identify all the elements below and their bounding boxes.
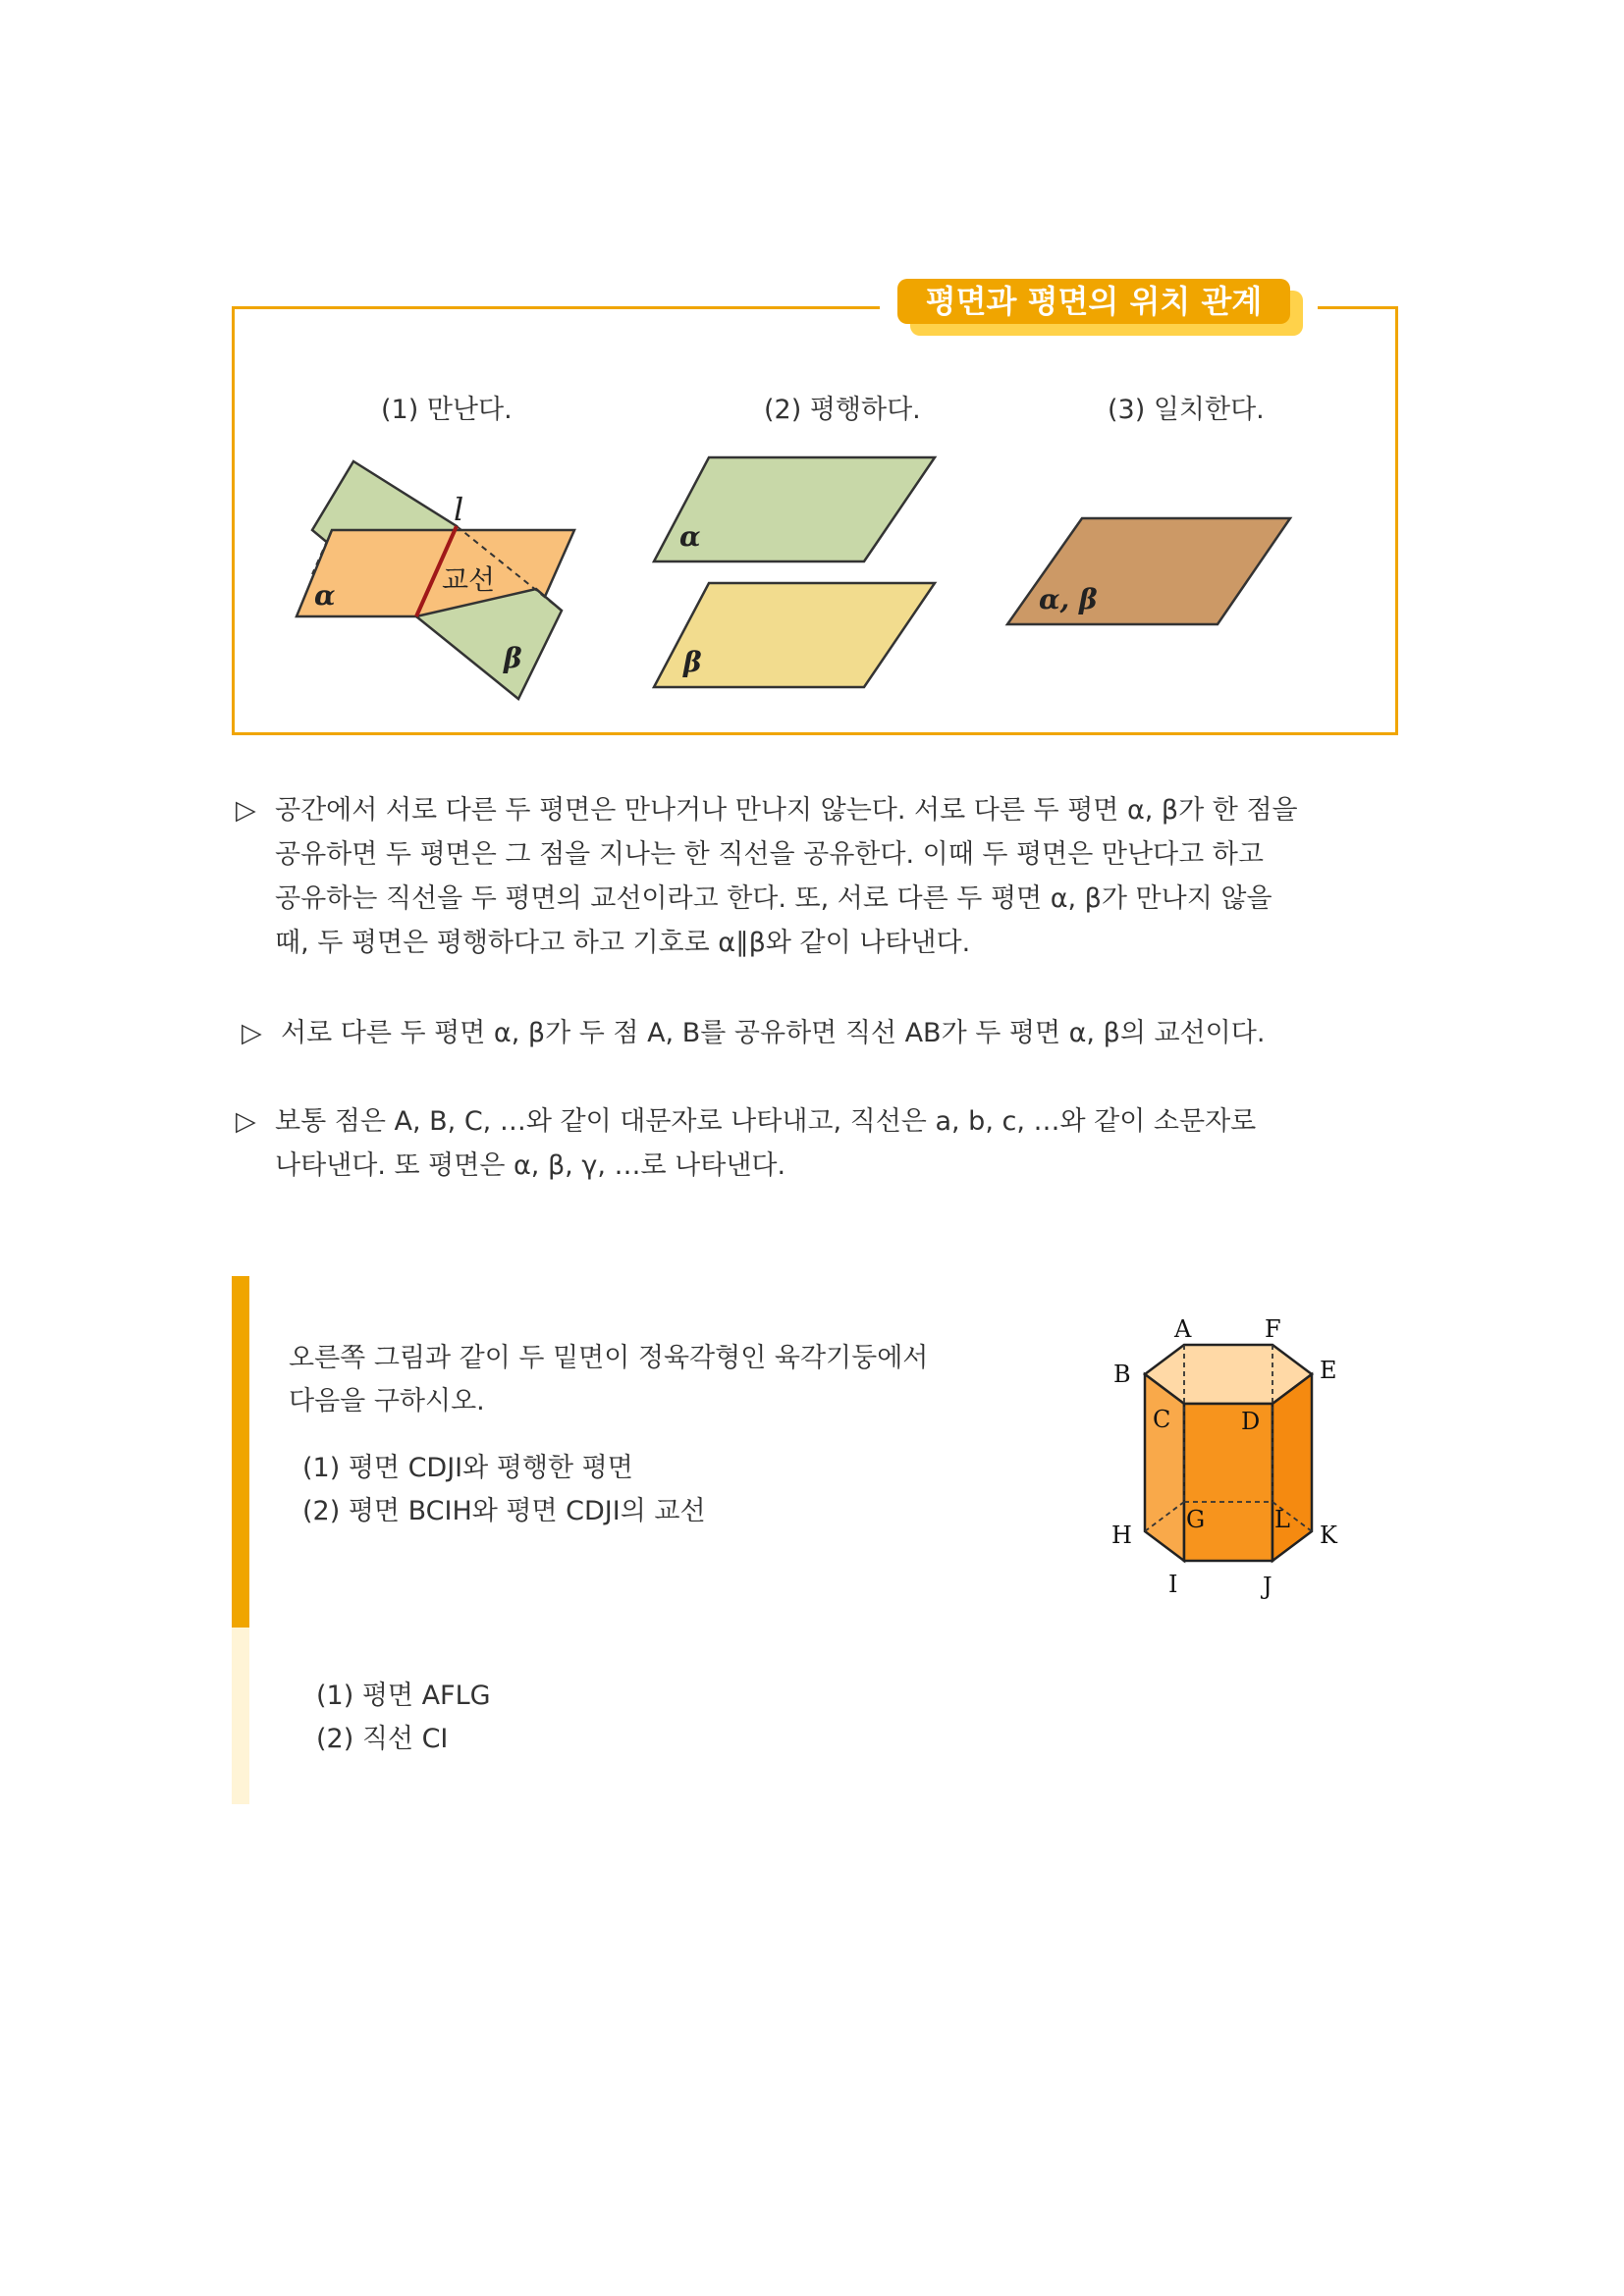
vertex-label-K: K	[1320, 1522, 1337, 1549]
label-alpha-beta: α, β	[1039, 583, 1098, 615]
label-intersection: 교선	[442, 563, 496, 596]
answer-accent-bar	[232, 1628, 249, 1804]
caption-coincide: (3) 일치한다.	[1108, 395, 1265, 425]
bullet-marker: ▷	[236, 795, 256, 826]
label-line-l: l	[454, 491, 464, 528]
bullet-2-line-1: 서로 다른 두 평면 α, β가 두 점 A, B를 공유하면 직선 AB가 두 평면 α, β의 교선이다.	[281, 1018, 1266, 1048]
vertex-label-J: J	[1263, 1573, 1272, 1600]
label-beta-1: β	[504, 642, 522, 674]
figure-coincident-planes	[1007, 518, 1290, 624]
figure-intersecting-planes	[297, 461, 574, 699]
problem-item-2: (2) 평면 BCIH와 평면 CDJI의 교선	[302, 1496, 706, 1526]
bullet-1-line-1: 공간에서 서로 다른 두 평면은 만나거나 만나지 않는다. 서로 다른 두 평면 α, β가 한 점을	[275, 795, 1298, 826]
bullet-3-line-2: 나타낸다. 또 평면은 α, β, γ, …로 나타낸다.	[275, 1150, 786, 1181]
label-alpha-1: α	[314, 579, 336, 612]
problem-accent-bar	[232, 1276, 249, 1628]
caption-parallel: (2) 평행하다.	[764, 395, 921, 425]
vertex-label-C: C	[1153, 1406, 1171, 1433]
figure-parallel-planes	[654, 457, 935, 687]
vertex-label-I: I	[1168, 1571, 1178, 1598]
prism-left-face	[1145, 1374, 1184, 1561]
vertex-label-B: B	[1113, 1361, 1131, 1388]
vertex-label-F: F	[1265, 1315, 1281, 1343]
answer-1: (1) 평면 AFLG	[316, 1681, 491, 1711]
caption-intersect: (1) 만난다.	[381, 395, 513, 425]
problem-item-1: (1) 평면 CDJI와 평행한 평면	[302, 1453, 633, 1483]
bullet-1-line-2: 공유하면 두 평면은 그 점을 지나는 한 직선을 공유한다. 이때 두 평면은 만난다고 하고	[275, 839, 1264, 870]
vertex-label-A: A	[1174, 1315, 1192, 1343]
vertex-label-L: L	[1274, 1506, 1290, 1533]
hexagonal-prism-figure	[1090, 1306, 1355, 1600]
problem-intro-line-2: 다음을 구하시오.	[289, 1386, 485, 1416]
bullet-1	[236, 788, 1394, 965]
problem-intro-line-1: 오른쪽 그림과 같이 두 밑면이 정육각형인 육각기둥에서	[289, 1343, 929, 1373]
bullet-3-line-1: 보통 점은 A, B, C, …와 같이 대문자로 나타내고, 직선은 a, b, c, …와 같이 소문자로	[275, 1106, 1257, 1137]
bullet-1-line-4: 때, 두 평면은 평행하다고 하고 기호로 α∥β와 같이 나타낸다.	[275, 928, 971, 958]
bullet-1-line-3: 공유하는 직선을 두 평면의 교선이라고 한다. 또, 서로 다른 두 평면 α, β가 만나지 않을	[275, 883, 1272, 914]
answer-2: (2) 직선 CI	[316, 1724, 449, 1754]
bullet-marker: ▷	[236, 1106, 256, 1137]
vertex-label-H: H	[1111, 1522, 1132, 1549]
vertex-label-D: D	[1241, 1408, 1261, 1435]
vertex-label-E: E	[1320, 1357, 1337, 1384]
plane-figures	[0, 0, 1624, 746]
bullet-2	[242, 1011, 1400, 1055]
bullet-marker: ▷	[242, 1018, 262, 1048]
label-beta-2: β	[683, 646, 702, 678]
bullet-3	[236, 1099, 1394, 1188]
label-alpha-2: α	[679, 520, 701, 553]
vertex-label-G: G	[1186, 1506, 1206, 1533]
concept-title: 평면과 평면의 위치 관계	[897, 279, 1290, 324]
